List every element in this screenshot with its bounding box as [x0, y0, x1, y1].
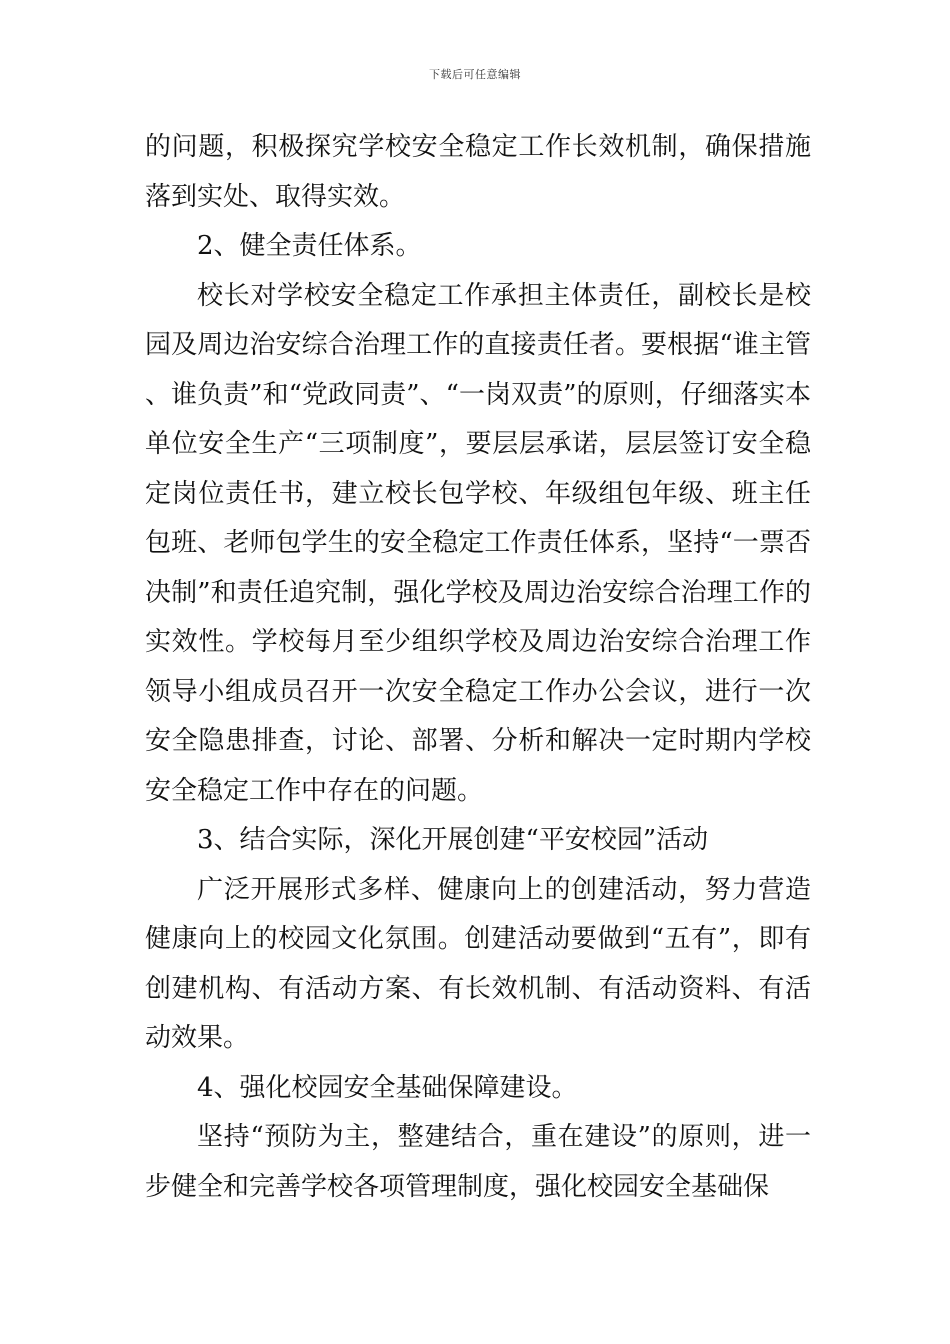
section-heading-2: 2、健全责任体系。 — [197, 231, 422, 261]
page-header-note: 下载后可任意编辑 — [429, 68, 521, 81]
section-heading-4: 4、强化校园安全基础保障建设。 — [197, 1072, 578, 1103]
document-body — [145, 123, 811, 1212]
paragraph-continuation: 的问题，积极探究学校安全稳定工作长效机制，确保措施落到实处、取得实效。 — [145, 132, 811, 212]
paragraph-responsibility: 校长对学校安全稳定工作承担主体责任，副校长是校园及周边治安综合治理工作的直接责任者。要根据“谁主管、谁负责”和“党政同责”、“一岗双责”的原则，仔细落实本单位安全生产“三项制度”，要层层承诺，层层签订安全稳定岗位责任书，建立校长包学校、年级组包年级、班主任包班、老师包学生的安全稳定工作责任体系，坚持“一票否决制”和责任追究制，强化学校及周边治安综合治理工作的实效性。学校每月至少组织学校及周边治安综合治理工作领导小组成员召开一次安全稳定工作办公会议，进行一次安全隐患排查，讨论、部署、分析和解决一定时期内学校安全稳定工作中存在的问题。 — [145, 280, 811, 806]
paragraph-campaign: 广泛开展形式多样、健康向上的创建活动，努力营造健康向上的校园文化氛围。创建活动要做到“五有”，即有创建机构、有活动方案、有长效机制、有活动资料、有活动效果。 — [145, 874, 811, 1053]
section-heading-3: 3、结合实际，深化开展创建“平安校园”活动 — [197, 825, 709, 855]
paragraph-safety-foundation: 坚持“预防为主，整建结合，重在建设”的原则，进一步健全和完善学校各项管理制度，强化校园安全基础保 — [145, 1122, 811, 1202]
